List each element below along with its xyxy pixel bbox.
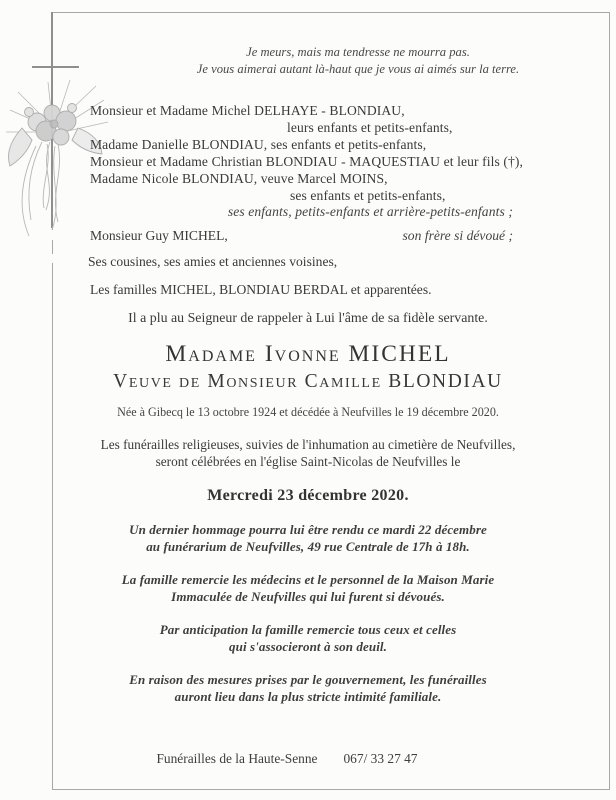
epigraph-line-1: Je meurs, mais ma tendresse ne mourra pas. [246, 45, 470, 59]
hommage-line-1: Un dernier hommage pourra lui être rendu ce mardi 22 décembre [129, 522, 487, 537]
covid-line-2: auront lieu dans la plus stricte intimité familiale. [174, 689, 442, 705]
cross-bar-icon [32, 66, 79, 68]
ceremony-line-2: seront célébrées en l'église Saint-Nicolas de Neufvilles le [155, 454, 461, 470]
ceremony-paragraph [0, 436, 616, 471]
thanks-line-2: Immaculée de Neufvilles qui lui furent si dévoués. [171, 589, 445, 605]
epigraph-line-2: Je vous aimerai autant là-haut que je vous ai aimés sur la terre. [196, 62, 520, 76]
anticipation-line-1: Par anticipation la famille remercie tous ceux et celles [159, 622, 457, 637]
mourner-subline-italic: ses enfants, petits-enfants et arrière-petits-enfants ; [227, 204, 513, 220]
brother-note: son frère si dévoué ; [402, 228, 513, 243]
footer [0, 751, 574, 767]
deceased-name: Madame Ivonne MICHEL [165, 341, 451, 367]
mourner-line: Madame Danielle BLONDIAU, ses enfants et petits-enfants, [90, 136, 427, 152]
epigraph [100, 44, 616, 78]
thanks-line-1: La famille remercie les médecins et le personnel de la Maison Marie [121, 572, 495, 587]
covid-line-1: En raison des mesures prises par le gouvernement, les funérailles [129, 672, 487, 687]
mourner-subline: ses enfants et petits-enfants, [290, 187, 446, 203]
border-break [51, 254, 55, 263]
mourner-line: Monsieur et Madame Michel DELHAYE - BLONDIAU, [90, 103, 405, 118]
ceremony-date: Mercredi 23 décembre 2020. [207, 487, 409, 504]
mourners-list [90, 103, 560, 221]
hommage-line-2: au funérarium de Neufvilles, 49 rue Centrale de 17h à 18h. [146, 539, 470, 555]
thanks-paragraph [0, 571, 616, 606]
announcement-line: Il a plu au Seigneur de rappeler à Lui l'âme de sa fidèle servante. [128, 311, 488, 326]
deceased-subtitle: Veuve de Monsieur Camille BLONDIAU [113, 371, 503, 392]
cousins-line: Ses cousines, ses amies et anciennes voisines, [88, 254, 338, 269]
mourner-subline: leurs enfants et petits-enfants, [287, 119, 453, 135]
brother-name: Monsieur Guy MICHEL, [90, 228, 228, 243]
ceremony-line-1: Les funérailles religieuses, suivies de l'inhumation au cimetière de Neufvilles, [100, 437, 516, 452]
brother-line [90, 228, 513, 244]
mourner-line: Madame Nicole BLONDIAU, veuve Marcel MOINS, [90, 170, 388, 186]
funeral-home-name: Funérailles de la Haute-Senne [156, 751, 318, 766]
mourner-line: Monsieur et Madame Christian BLONDIAU - MAQUESTIAU et leur fils (†), [90, 153, 524, 169]
hommage-paragraph [0, 521, 616, 556]
covid-paragraph [0, 671, 616, 706]
anticipation-paragraph [0, 621, 616, 656]
funeral-home-phone: 067/ 33 27 47 [343, 751, 418, 766]
anticipation-line-2: qui s'associeront à son deuil. [229, 639, 387, 655]
deceased-life-dates: Née à Gibecq le 13 octobre 1924 et décédée à Neufvilles le 19 décembre 2020. [117, 405, 499, 419]
families-line: Les familles MICHEL, BLONDIAU BERDAL et apparentées. [90, 282, 432, 297]
